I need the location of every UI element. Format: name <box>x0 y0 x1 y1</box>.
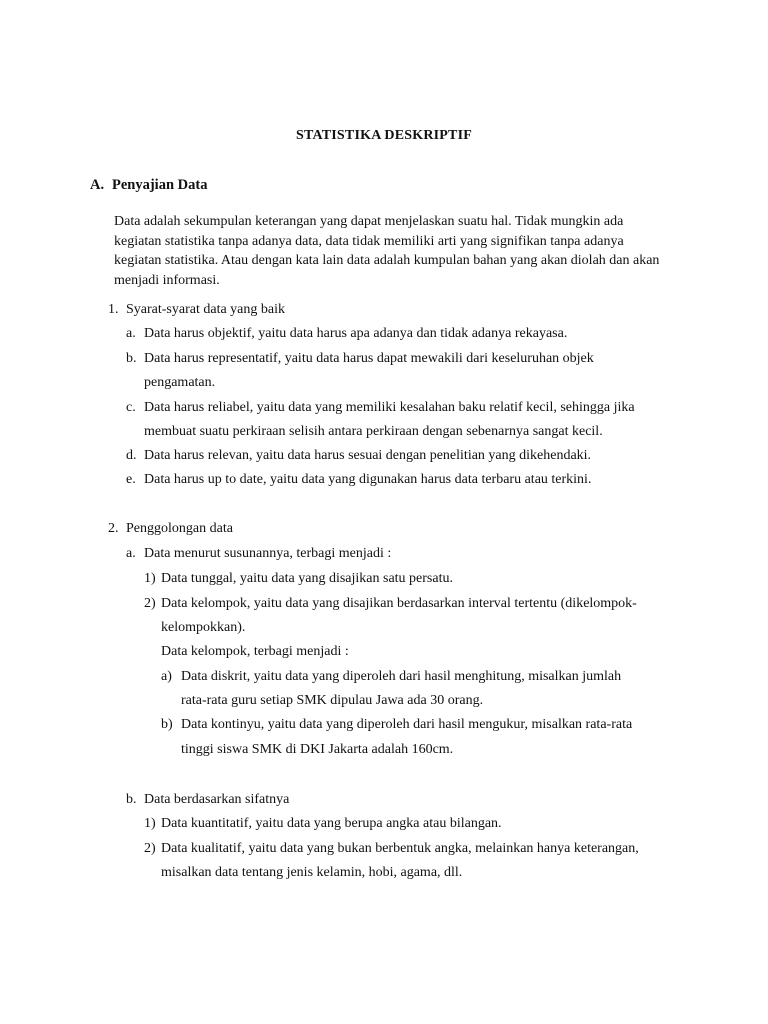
list-item-continuation: misalkan data tentang jenis kelamin, hobi, agama, dll. <box>161 865 463 880</box>
list-item-continuation: kelompokkan). <box>161 620 246 635</box>
list-item <box>126 470 591 490</box>
list1-title: Syarat-syarat data yang baik <box>126 302 285 317</box>
item-text: Data kuantitatif, yaitu data yang berupa angka atau bilangan. <box>161 816 502 831</box>
item-text: Data berdasarkan sifatnya <box>144 792 290 807</box>
list-item-text: Data kelompok, yaitu data yang disajikan berdasarkan interval tertentu (dikelompok- <box>161 596 637 611</box>
list-item-text: Data diskrit, yaitu data yang diperoleh dari hasil menghitung, misalkan jumlah <box>181 669 622 684</box>
list-item-text: Data kontinyu, yaitu data yang diperoleh dari hasil mengukur, misalkan rata-rata <box>181 717 633 732</box>
list-item <box>126 324 567 344</box>
item-text: Data harus objektif, yaitu data harus apa adanya dan tidak adanya rekayasa. <box>144 326 568 341</box>
list-item <box>144 569 453 589</box>
list-item-continuation: pengamatan. <box>144 375 216 390</box>
item-marker: e. <box>126 472 136 487</box>
list-item-text: Data kualitatif, yaitu data yang bukan berbentuk angka, melainkan hanya keterangan, <box>161 841 639 856</box>
list-item-text: Data harus reliabel, yaitu data yang memiliki kesalahan baku relatif kecil, sehingga jika <box>144 400 635 415</box>
section-a-heading <box>90 177 207 194</box>
document-title: STATISTIKA DESKRIPTIF <box>295 128 472 143</box>
list-item-marker: c. <box>126 400 136 415</box>
item-marker: d. <box>126 448 137 463</box>
list-item-marker: a) <box>161 669 172 684</box>
list-item <box>144 814 502 834</box>
item-text: Data harus relevan, yaitu data harus sesuai dengan penelitian yang dikehendaki. <box>144 448 592 463</box>
item-marker: b. <box>126 792 137 807</box>
section-marker: A. <box>90 177 105 193</box>
item-text: Data tunggal, yaitu data yang disajikan satu persatu. <box>161 571 453 586</box>
list-item-text: Data harus representatif, yaitu data harus dapat mewakili dari keseluruhan objek <box>144 351 594 366</box>
list1-heading <box>108 300 285 320</box>
group-data-heading: Data kelompok, terbagi menjadi : <box>161 644 349 659</box>
list-item-marker: b) <box>161 717 173 732</box>
list1-marker: 1. <box>108 302 119 317</box>
item-text: Data harus up to date, yaitu data yang digunakan harus data terbaru atau terkini. <box>144 472 592 487</box>
intro-paragraph: Data adalah sekumpulan keterangan yang dapat menjelaskan suatu hal. Tidak mungkin ada kegiatan statistika tanpa adanya data, data tidak memiliki arti yang signifikan tanpa adanya kegiatan statistika. Atau dengan kata lain data adalah kumpulan bahan yang akan diolah dan akan menjadi informasi. <box>114 214 660 288</box>
list2-marker: 2. <box>108 521 119 536</box>
list-item-continuation: tinggi siswa SMK di DKI Jakarta adalah 160cm. <box>181 742 454 757</box>
item-marker: 1) <box>144 571 156 586</box>
item-marker: 1) <box>144 816 156 831</box>
list-item-continuation: membuat suatu perkiraan selisih antara perkiraan dengan sebenarnya sangat kecil. <box>144 424 603 439</box>
item-text: Data menurut susunannya, terbagi menjadi : <box>144 546 392 561</box>
list-item-marker: 2) <box>144 841 156 856</box>
list2-title: Penggolongan data <box>126 521 233 536</box>
list-item-marker: 2) <box>144 596 156 611</box>
list-item-continuation: rata-rata guru setiap SMK dipulau Jawa ada 30 orang. <box>181 693 484 708</box>
sub-heading-a <box>126 544 391 564</box>
list-item-marker: b. <box>126 351 137 366</box>
sub-heading-b <box>126 790 289 810</box>
section-title: Penyajian Data <box>112 177 208 193</box>
list-item <box>126 446 591 466</box>
item-marker: a. <box>126 326 136 341</box>
item-marker: a. <box>126 546 136 561</box>
list2-heading <box>108 519 233 539</box>
